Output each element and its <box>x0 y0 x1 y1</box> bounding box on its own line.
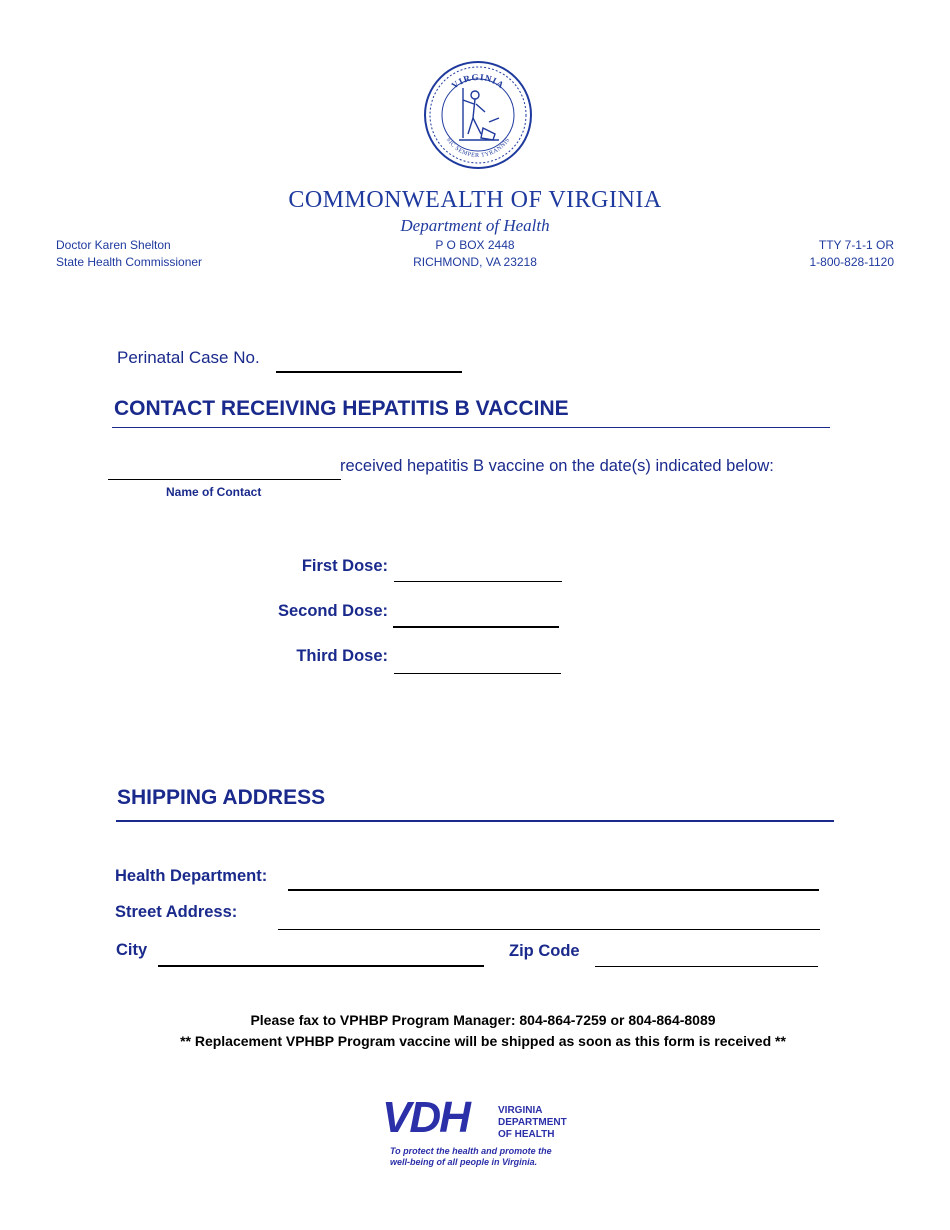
vdh-logo <box>382 1093 582 1172</box>
zip-code-field[interactable] <box>595 966 818 967</box>
street-address-field[interactable] <box>278 929 820 930</box>
contact-statement: received hepatitis B vaccine on the date(s) indicated below: <box>340 457 774 475</box>
address-line2: RICHMOND, VA 23218 <box>413 255 537 269</box>
vdh-tagline-line1: To protect the health and promote the <box>390 1146 552 1156</box>
seal-top-text: VIRGINIA <box>449 71 507 91</box>
second-dose-field[interactable] <box>393 626 559 628</box>
vdh-logo-name-line2: DEPARTMENT <box>498 1117 567 1128</box>
vdh-logo-name-line3: OF HEALTH <box>498 1129 555 1140</box>
street-address-label: Street Address: <box>115 903 238 921</box>
vdh-logo-name-line1: VIRGINIA <box>498 1105 543 1116</box>
vdh-logo-name <box>498 1105 567 1141</box>
commissioner-name: Doctor Karen Shelton <box>56 238 171 252</box>
shipping-title-rule <box>116 820 834 822</box>
vdh-tagline-line2: well-being of all people in Virginia. <box>390 1157 538 1167</box>
seal-icon <box>423 60 533 170</box>
contact-title-rule <box>112 427 830 428</box>
seal-motto: SIC SEMPER TYRANNIS <box>444 137 512 160</box>
city-field[interactable] <box>158 965 484 967</box>
vdh-logo-tagline <box>390 1146 552 1168</box>
contact-name-field[interactable] <box>108 479 341 480</box>
vdh-logo-mark: VDH <box>382 1093 469 1142</box>
health-department-field[interactable] <box>288 889 819 891</box>
health-department-label: Health Department: <box>115 867 268 885</box>
second-dose-label: Second Dose: <box>277 602 388 620</box>
first-dose-field[interactable] <box>394 581 562 582</box>
replacement-note: ** Replacement VPHBP Program vaccine will be shipped as soon as this form is received ** <box>180 1033 786 1049</box>
case-number-label: Perinatal Case No. <box>117 348 260 367</box>
first-dose-label: First Dose: <box>301 557 388 575</box>
shipping-section-title: SHIPPING ADDRESS <box>117 786 326 809</box>
department-name: Department of Health <box>400 216 550 235</box>
third-dose-field[interactable] <box>394 673 561 674</box>
org-title: COMMONWEALTH OF VIRGINIA <box>288 187 662 213</box>
zip-code-label: Zip Code <box>509 942 580 960</box>
city-label: City <box>116 941 148 959</box>
case-number-field[interactable] <box>276 371 462 373</box>
fax-instructions: Please fax to VPHBP Program Manager: 804-864-7259 or 804-864-8089 <box>250 1012 716 1028</box>
svg-text:VIRGINIA <box>450 72 507 91</box>
commissioner-role: State Health Commissioner <box>56 255 203 269</box>
address-line1: P O BOX 2448 <box>435 238 515 252</box>
virginia-seal <box>423 60 533 170</box>
tty-line1: TTY 7-1-1 OR <box>818 238 894 252</box>
tty-line2: 1-800-828-1120 <box>809 255 894 269</box>
third-dose-label: Third Dose: <box>296 647 388 665</box>
contact-section-title: CONTACT RECEIVING HEPATITIS B VACCINE <box>114 397 569 420</box>
contact-name-caption: Name of Contact <box>166 485 262 499</box>
